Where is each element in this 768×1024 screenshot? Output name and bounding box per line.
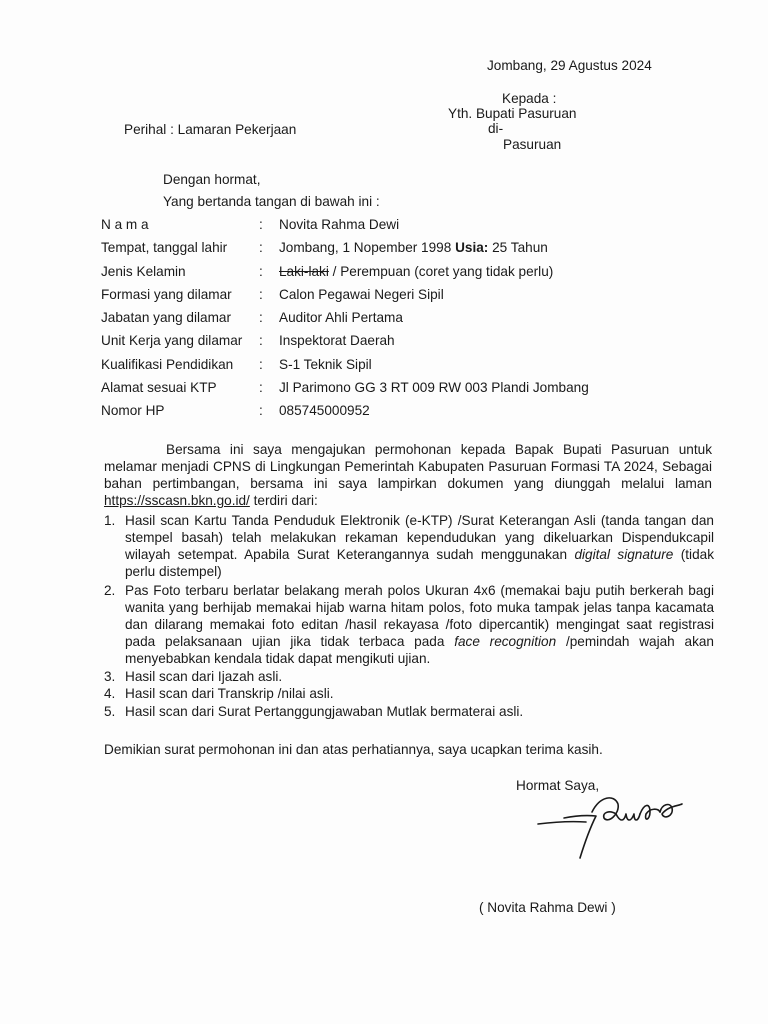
- list-number: 3.: [104, 668, 116, 684]
- field-label: Alamat sesuai KTP: [101, 380, 217, 396]
- handwritten-signature: [534, 790, 684, 862]
- field-label: Formasi yang dilamar: [101, 286, 232, 302]
- greeting: Dengan hormat,: [163, 172, 261, 187]
- field-label: Jenis Kelamin: [101, 263, 186, 279]
- field-label: Unit Kerja yang dilamar: [101, 333, 243, 349]
- field-value: Jl Parimono GG 3 RT 009 RW 003 Plandi Jombang: [279, 380, 589, 396]
- list-number: 4.: [104, 686, 116, 701]
- list-text: Hasil scan dari Transkrip /nilai asli.: [125, 686, 334, 701]
- struck-option: Laki-laki: [279, 263, 329, 279]
- paragraph-text-end: terdiri dari:: [249, 493, 318, 508]
- signer-name: ( Novita Rahma Dewi ): [479, 900, 616, 915]
- field-label: N a m a: [101, 217, 149, 232]
- list-emphasis: face recognition: [454, 634, 557, 649]
- field-value: Calon Pegawai Negeri Sipil: [279, 286, 444, 302]
- field-colon: :: [259, 310, 263, 326]
- field-value: Novita Rahma Dewi: [279, 217, 400, 232]
- subject-line: Perihal : Lamaran Pekerjaan: [124, 122, 297, 137]
- field-value: Inspektorat Daerah: [279, 333, 395, 349]
- field-value: Auditor Ahli Pertama: [279, 310, 403, 326]
- list-item: [104, 668, 714, 685]
- list-number: 1.: [104, 513, 116, 528]
- list-item: [104, 582, 714, 667]
- list-text: Hasil scan Kartu Tanda Penduduk Elektronik (e-KTP) /Surat Keterangan Asli (tanda tangan dan stempel basah) telah melakukan rekaman kependudukan yang dikeluarkan Dispendukcapil wilayah setempat. Apabila Surat Keterangannya sudah menggunakan: [125, 513, 714, 562]
- attachment-list: [104, 512, 714, 720]
- list-text-end: /pemindah wajah akan menyebabkan kendala tidak dapat mengikuti ujian.: [125, 634, 714, 666]
- age-value: 25 Tahun: [488, 240, 548, 256]
- list-text-end: (tidak perlu distempel): [125, 547, 714, 579]
- valediction: Hormat Saya,: [516, 778, 600, 793]
- field-colon: :: [259, 380, 263, 396]
- recipient-name: Yth. Bupati Pasuruan: [448, 106, 577, 121]
- place-date: Jombang, 29 Agustus 2024: [487, 58, 652, 73]
- list-text: Hasil scan dari Ijazah asli.: [125, 668, 283, 684]
- age-label: Usia:: [455, 240, 489, 256]
- field-value: S-1 Teknik Sipil: [279, 356, 372, 372]
- field-colon: :: [259, 403, 263, 419]
- field-value-group: [279, 239, 548, 256]
- field-value-group: [279, 263, 553, 280]
- field-value: 085745000952: [279, 403, 370, 419]
- paragraph-text: Bersama ini saya mengajukan permohonan kepada Bapak Bupati Pasuruan untuk melamar menjadi CPNS di Lingkungan Pemerintah Kabupaten Pasuruan Formasi TA 2024, Sebagai bahan pertimbangan, bersama ini saya lampirkan dokumen yang diunggah melalui laman: [104, 442, 712, 491]
- list-number: 2.: [104, 583, 116, 598]
- field-label: Tempat, tanggal lahir: [101, 240, 228, 256]
- body-paragraph: [104, 441, 712, 509]
- field-value: Jombang, 1 Nopember 1998: [279, 240, 452, 256]
- field-colon: :: [259, 217, 263, 232]
- intro-line: Yang bertanda tangan di bawah ini :: [163, 194, 380, 209]
- field-value: / Perempuan (coret yang tidak perlu): [328, 263, 554, 279]
- field-label: Kualifikasi Pendidikan: [101, 356, 234, 372]
- field-colon: :: [259, 240, 263, 256]
- field-colon: :: [259, 263, 263, 279]
- field-label: Nomor HP: [101, 403, 165, 419]
- recipient-city: Pasuruan: [503, 137, 562, 152]
- recipient-di: di-: [488, 121, 504, 136]
- closing-sentence: Demikian surat permohonan ini dan atas perhatiannya, saya ucapkan terima kasih.: [104, 742, 603, 757]
- list-emphasis: digital signature: [574, 547, 674, 562]
- list-item: [104, 685, 714, 702]
- field-label: Jabatan yang dilamar: [101, 310, 231, 326]
- field-colon: :: [259, 333, 263, 349]
- sscasn-link[interactable]: https://sscasn.bkn.go.id/: [104, 493, 250, 508]
- list-text: Pas Foto terbaru berlatar belakang merah polos Ukuran 4x6 (memakai baju putih berkerah bagi wanita yang berhijab memakai hijab warna hitam polos, foto muka tampak jelas tanpa kacamata dan dilarang memakai foto editan /hasil rekayasa /foto dipercantik) mengingat saat registrasi pada pelaksanaan ujian jika tidak terbaca pada: [125, 583, 714, 649]
- list-number: 5.: [104, 703, 116, 719]
- list-text: Hasil scan dari Surat Pertanggungjawaban Mutlak bermaterai asli.: [125, 703, 524, 719]
- list-item: [104, 512, 714, 580]
- field-colon: :: [259, 356, 263, 372]
- list-item: [104, 703, 714, 720]
- field-colon: :: [259, 286, 263, 302]
- recipient-kepada: Kepada :: [502, 91, 557, 106]
